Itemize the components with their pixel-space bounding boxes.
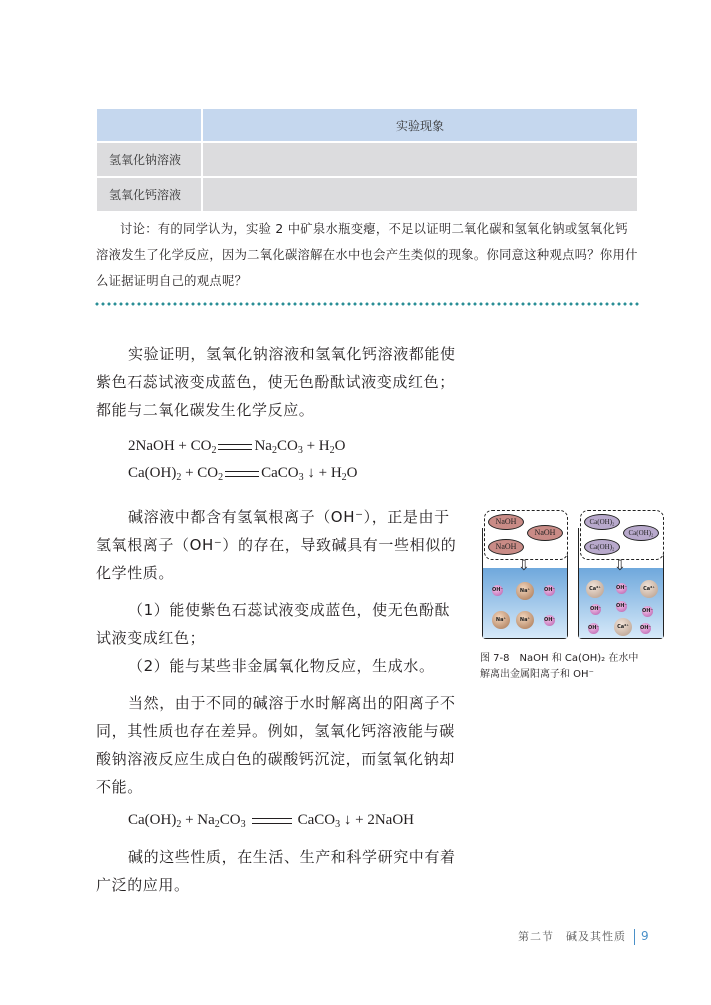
table-header-cell: 实验现象 [203, 109, 637, 141]
equals-sign [252, 818, 292, 824]
table-header-row [97, 109, 637, 141]
molecule-bag [484, 510, 568, 560]
paragraph-2: 碱溶液中都含有氢氧根离子（OH⁻），正是由于氢氧根离子（OH⁻）的存在，导致碱具有一些相似的化学性质。 [96, 508, 457, 582]
eq-term: Ca(OH) [128, 812, 177, 828]
eq-sub: 3 [335, 819, 341, 830]
eq-sub: 3 [240, 819, 246, 830]
ca-ion: Ca²⁺ [586, 580, 604, 598]
dotted-divider [94, 302, 640, 306]
eq-sub: 2 [341, 472, 347, 483]
page-footer [518, 928, 650, 945]
eq-plus: + [306, 438, 316, 454]
eq-term: O [334, 438, 346, 454]
oh-ion: OH⁻ [590, 604, 601, 615]
naoh-beaker [480, 508, 570, 642]
down-arrow-icon: ⇩ [614, 558, 626, 574]
eq-plus: + [178, 438, 187, 454]
ca-ion: Ca²⁺ [614, 618, 632, 636]
paragraph-3: （1）能使紫色石蕊试液变成蓝色，使无色酚酞试液变成红色； [96, 601, 451, 647]
equals-sign [218, 444, 252, 450]
table-row [97, 178, 637, 211]
down-arrow-icon: ⇩ [518, 558, 530, 574]
paragraph-5: 当然，由于不同的碱溶于水时解离出的阳离子不同，其性质也存在差异。例如，氢氧化钙溶液能与碳酸钠溶液反应生成白色的碳酸钙沉淀，而氢氧化钠却不能。 [96, 694, 456, 796]
caption-line-2: 解离出金属阳离子和 OH⁻ [480, 669, 594, 680]
eq-term: Na [254, 438, 272, 454]
row-value [203, 178, 637, 211]
oh-ion: OH⁻ [642, 606, 653, 617]
eq-term: + Na [185, 812, 215, 828]
eq-term: CO [219, 812, 241, 828]
na-ion: Na⁺ [516, 611, 534, 629]
paragraph-1: 实验证明，氢氧化钠溶液和氢氧化钙溶液都能使紫色石蕊试液变成蓝色，使无色酚酞试液变成红色；都能与二氧化碳发生化学反应。 [96, 345, 456, 419]
caoh2-molecule: Ca(OH)₂ [584, 539, 620, 555]
page-number: 9 [641, 929, 650, 943]
eq-sub: 2 [211, 445, 217, 456]
eq-sub: 3 [298, 472, 304, 483]
eq-sub: 2 [218, 472, 224, 483]
eq-sub: 2 [271, 445, 277, 456]
eq-term: CO [190, 438, 212, 454]
observation-table [95, 107, 639, 213]
table-row [97, 143, 637, 176]
caoh2-beaker [576, 508, 666, 642]
eq-sub: 2 [176, 819, 182, 830]
na-ion: Na⁺ [492, 611, 510, 629]
row-label: 氢氧化钠溶液 [97, 143, 201, 176]
eq-term: O [346, 465, 358, 481]
eq-sub: 2 [176, 472, 182, 483]
eq-sub: 3 [297, 445, 303, 456]
naoh-molecule: NaOH [488, 514, 524, 530]
eq-sub: 2 [214, 819, 220, 830]
oh-ion: OH⁻ [544, 615, 555, 626]
figure-7-8 [480, 508, 666, 642]
eq-term: Ca(OH) [128, 465, 177, 481]
oh-ion: OH⁻ [544, 585, 555, 596]
molecule-bag [580, 510, 664, 560]
eq-term: + CO [185, 465, 219, 481]
row-label: 氢氧化钙溶液 [97, 178, 201, 211]
eq-term: CaCO [261, 465, 299, 481]
naoh-molecule: NaOH [527, 525, 563, 541]
oh-ion: OH⁻ [616, 601, 627, 612]
figure-caption [480, 651, 670, 683]
oh-ion: OH⁻ [640, 623, 651, 634]
caoh2-molecule: Ca(OH)₂ [584, 514, 620, 530]
na-ion: Na⁺ [516, 582, 534, 600]
eq-sub: 2 [329, 445, 335, 456]
eq-term: H [318, 438, 330, 454]
naoh-molecule: NaOH [488, 539, 524, 555]
footer-separator [634, 929, 635, 945]
eq-term: ↓ + H [307, 465, 342, 481]
eq-term: 2NaOH [128, 438, 175, 454]
eq-term: ↓ + 2NaOH [343, 812, 414, 828]
equation-3 [128, 812, 414, 830]
oh-ion: OH⁻ [616, 583, 627, 594]
ca-ion: Ca²⁺ [640, 580, 658, 598]
oh-ion: OH⁻ [588, 623, 599, 634]
equals-sign [225, 471, 259, 477]
caption-line-1: 图 7-8 NaOH 和 Ca(OH)₂ 在水中 [480, 653, 639, 664]
row-value [203, 143, 637, 176]
section-title: 第二节 碱及其性质 [518, 930, 626, 943]
eq-term: CO [276, 438, 298, 454]
caoh2-molecule: Ca(OH)₂ [623, 525, 659, 541]
equation-1 [128, 438, 345, 456]
equation-2 [128, 465, 358, 483]
discussion-text: 讨论：有的同学认为，实验 2 中矿泉水瓶变瘪，不足以证明二氧化碳和氢氧化钠或氢氧化钙溶液发生了化学反应，因为二氧化碳溶解在水中也会产生类似的现象。你同意这种观点吗？你用什么证据证明自己的观点呢？ [96, 222, 638, 288]
paragraph-4: （2）能与某些非金属氧化物反应，生成水。 [128, 657, 435, 675]
eq-term: CaCO [297, 812, 336, 828]
paragraph-6: 碱的这些性质，在生活、生产和科学研究中有着广泛的应用。 [96, 848, 456, 894]
oh-ion: OH⁻ [492, 585, 503, 596]
table-header-cell [97, 109, 201, 141]
